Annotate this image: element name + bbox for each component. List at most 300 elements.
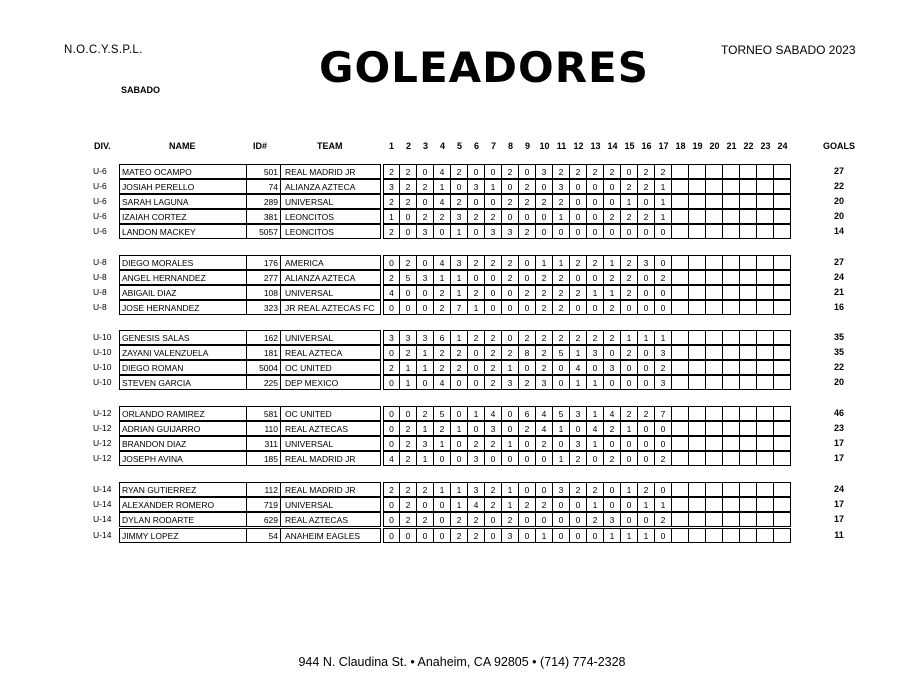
game-goals-cell	[689, 451, 706, 466]
game-goals-cell: 2	[655, 270, 672, 285]
game-goals-cell: 2	[553, 270, 570, 285]
game-goals-cell	[706, 451, 723, 466]
game-goals-cell: 0	[400, 209, 417, 224]
game-goals-cell	[757, 406, 774, 421]
game-goals-cell	[757, 224, 774, 239]
team-name-cell: UNIVERSAL	[281, 194, 381, 209]
game-goals-cell: 2	[638, 164, 655, 179]
game-goals-cell: 2	[485, 436, 502, 451]
game-goals-cell	[706, 179, 723, 194]
column-header-game: 7	[490, 141, 496, 151]
total-goals-cell: 16	[833, 302, 844, 312]
game-goals-cell: 2	[604, 330, 621, 345]
game-goals-cell: 0	[417, 300, 434, 315]
game-goals-cell: 1	[655, 179, 672, 194]
division-cell: U-12	[93, 408, 112, 418]
team-name-cell: UNIVERSAL	[281, 497, 381, 512]
game-goals-cell: 0	[502, 209, 519, 224]
game-goals-cell: 2	[502, 345, 519, 360]
game-goals-cell: 0	[400, 224, 417, 239]
game-goals-cell: 4	[434, 164, 451, 179]
column-header-game: 20	[709, 141, 720, 151]
game-goals-cell: 0	[570, 300, 587, 315]
game-goals-cell	[757, 300, 774, 315]
game-goals-cell: 0	[434, 224, 451, 239]
game-goals-cell: 2	[570, 285, 587, 300]
game-goals-cell	[706, 285, 723, 300]
game-goals-cell: 0	[553, 375, 570, 390]
game-goals-cell	[706, 406, 723, 421]
game-goals-cell: 1	[417, 421, 434, 436]
game-goals-cell: 0	[519, 255, 536, 270]
game-goals-cell: 0	[417, 375, 434, 390]
game-goals-cell: 2	[400, 345, 417, 360]
game-goals-cell: 2	[638, 406, 655, 421]
player-name-cell: ORLANDO RAMIREZ	[119, 406, 247, 421]
game-goals-cell: 0	[553, 436, 570, 451]
division-cell: U-14	[93, 514, 112, 524]
player-name-cell: DIEGO MORALES	[119, 255, 247, 270]
player-name-cell: JOSE HERNANDEZ	[119, 300, 247, 315]
game-goals-cell: 0	[519, 164, 536, 179]
game-goals-cell: 0	[604, 482, 621, 497]
player-id-cell: 176	[247, 255, 281, 270]
game-goals-cell	[706, 512, 723, 527]
game-goals-cell: 2	[434, 345, 451, 360]
game-goals-cell: 0	[604, 436, 621, 451]
game-goals-cell	[706, 375, 723, 390]
game-goals-cell: 2	[451, 164, 468, 179]
column-header-div: DIV.	[94, 141, 111, 151]
game-goals-cell: 0	[383, 255, 400, 270]
game-goals-cell: 2	[536, 436, 553, 451]
column-header-name: NAME	[169, 141, 196, 151]
team-name-cell: REAL AZTECAS	[281, 421, 381, 436]
game-goals-cell: 1	[451, 270, 468, 285]
total-goals-cell: 27	[833, 257, 844, 267]
game-goals-cell: 0	[553, 528, 570, 543]
game-goals-cell: 2	[400, 179, 417, 194]
game-goals-cell	[757, 421, 774, 436]
game-goals-cell: 0	[638, 436, 655, 451]
division-cell: U-6	[93, 226, 107, 236]
game-goals-cell: 0	[587, 209, 604, 224]
total-goals-cell: 27	[833, 166, 844, 176]
game-goals-cell	[723, 375, 740, 390]
game-goals-cell: 0	[570, 421, 587, 436]
game-goals-cell: 2	[519, 224, 536, 239]
game-goals-cell: 0	[519, 360, 536, 375]
game-goals-cell: 1	[587, 406, 604, 421]
player-id-cell: 54	[247, 528, 281, 543]
column-header-game: 9	[524, 141, 530, 151]
game-goals-cell: 4	[468, 497, 485, 512]
game-goals-cell	[672, 421, 689, 436]
team-name-cell: OC UNITED	[281, 406, 381, 421]
player-id-cell: 110	[247, 421, 281, 436]
game-goals-cell: 0	[383, 345, 400, 360]
game-goals-cell: 0	[621, 497, 638, 512]
player-name-cell: JOSEPH AVINA	[119, 451, 247, 466]
game-goals-cell: 0	[519, 270, 536, 285]
game-goals-cell	[672, 300, 689, 315]
game-goals-cell: 1	[502, 497, 519, 512]
game-goals-cell	[774, 270, 791, 285]
game-goals-cell	[757, 179, 774, 194]
game-goals-cell: 0	[655, 528, 672, 543]
game-goals-cell	[740, 330, 757, 345]
game-goals-cell	[757, 345, 774, 360]
column-header-game: 22	[743, 141, 754, 151]
game-goals-cell: 0	[485, 164, 502, 179]
game-goals-cell: 0	[587, 179, 604, 194]
game-goals-cell: 0	[468, 360, 485, 375]
player-id-cell: 311	[247, 436, 281, 451]
game-goals-cell: 2	[400, 421, 417, 436]
game-goals-cell: 0	[604, 375, 621, 390]
game-goals-cell: 0	[383, 436, 400, 451]
column-header-game: 12	[573, 141, 584, 151]
division-cell: U-8	[93, 272, 107, 282]
game-goals-cell: 1	[451, 421, 468, 436]
game-goals-cell: 2	[519, 375, 536, 390]
game-goals-cell: 3	[417, 270, 434, 285]
game-goals-cell: 0	[655, 224, 672, 239]
team-name-cell: DEP MEXICO	[281, 375, 381, 390]
game-goals-cell	[740, 451, 757, 466]
game-goals-cell: 3	[400, 330, 417, 345]
game-goals-cell	[706, 224, 723, 239]
game-goals-cell: 3	[502, 224, 519, 239]
game-goals-cell: 1	[536, 528, 553, 543]
game-goals-cell: 2	[451, 528, 468, 543]
game-goals-cell: 0	[553, 512, 570, 527]
game-goals-cell	[774, 528, 791, 543]
game-goals-cell: 2	[400, 194, 417, 209]
game-goals-cell: 0	[604, 179, 621, 194]
team-name-cell: UNIVERSAL	[281, 330, 381, 345]
game-goals-cell: 0	[553, 360, 570, 375]
game-goals-cell	[774, 164, 791, 179]
game-goals-cell	[723, 436, 740, 451]
game-goals-cell: 2	[400, 497, 417, 512]
game-goals-cell: 1	[570, 375, 587, 390]
game-goals-cell	[672, 224, 689, 239]
game-goals-cell: 0	[655, 482, 672, 497]
game-goals-cell: 1	[655, 497, 672, 512]
game-goals-cell: 2	[638, 482, 655, 497]
game-goals-cell	[757, 528, 774, 543]
total-goals-cell: 14	[833, 226, 844, 236]
game-goals-cell: 2	[485, 497, 502, 512]
game-goals-cell: 0	[655, 436, 672, 451]
player-name-cell: JIMMY LOPEZ	[119, 528, 247, 543]
game-goals-cell	[672, 360, 689, 375]
game-goals-cell: 0	[570, 270, 587, 285]
game-goals-cell: 0	[383, 300, 400, 315]
game-goals-cell: 0	[553, 497, 570, 512]
team-name-cell: AMERICA	[281, 255, 381, 270]
team-name-cell: UNIVERSAL	[281, 285, 381, 300]
game-goals-cell: 0	[519, 528, 536, 543]
game-goals-cell	[723, 451, 740, 466]
division-cell: U-10	[93, 332, 112, 342]
game-goals-cell: 2	[553, 194, 570, 209]
total-goals-cell: 35	[833, 332, 844, 342]
game-goals-cell: 0	[468, 164, 485, 179]
column-header-game: 8	[507, 141, 513, 151]
game-goals-cell	[672, 345, 689, 360]
player-id-cell: 74	[247, 179, 281, 194]
player-name-cell: ABIGAIL DIAZ	[119, 285, 247, 300]
game-goals-cell	[740, 512, 757, 527]
game-goals-cell: 2	[655, 512, 672, 527]
game-goals-cell: 0	[451, 375, 468, 390]
game-goals-cell	[723, 482, 740, 497]
player-name-cell: ANGEL HERNANDEZ	[119, 270, 247, 285]
game-goals-cell: 3	[417, 224, 434, 239]
game-goals-cell: 1	[434, 179, 451, 194]
game-goals-cell	[689, 512, 706, 527]
game-goals-cell	[723, 528, 740, 543]
team-name-cell: OC UNITED	[281, 360, 381, 375]
game-goals-cell: 0	[536, 179, 553, 194]
game-goals-cell: 1	[570, 345, 587, 360]
game-goals-cell: 1	[587, 285, 604, 300]
game-goals-cell: 2	[417, 512, 434, 527]
game-goals-cell: 1	[655, 209, 672, 224]
game-goals-cell: 2	[383, 194, 400, 209]
game-goals-cell: 2	[655, 451, 672, 466]
game-goals-cell: 4	[434, 375, 451, 390]
game-goals-cell: 2	[621, 345, 638, 360]
game-goals-cell	[774, 300, 791, 315]
game-goals-cell	[672, 436, 689, 451]
game-goals-cell: 2	[536, 360, 553, 375]
game-goals-cell: 0	[485, 300, 502, 315]
game-goals-cell	[689, 164, 706, 179]
game-goals-cell: 4	[383, 451, 400, 466]
game-goals-cell: 2	[451, 360, 468, 375]
team-name-cell: LEONCITOS	[281, 224, 381, 239]
game-goals-cell: 3	[655, 345, 672, 360]
game-goals-cell	[706, 270, 723, 285]
game-goals-cell: 4	[604, 406, 621, 421]
game-goals-cell: 0	[519, 451, 536, 466]
game-goals-cell: 1	[553, 209, 570, 224]
division-cell: U-12	[93, 423, 112, 433]
game-goals-cell: 0	[400, 285, 417, 300]
game-goals-cell: 2	[468, 436, 485, 451]
total-goals-cell: 17	[833, 514, 844, 524]
game-goals-cell: 0	[434, 512, 451, 527]
game-goals-cell: 0	[621, 451, 638, 466]
player-name-cell: ADRIAN GUIJARRO	[119, 421, 247, 436]
game-goals-cell: 3	[536, 164, 553, 179]
game-goals-cell: 0	[638, 375, 655, 390]
total-goals-cell: 24	[833, 272, 844, 282]
game-goals-cell: 0	[587, 270, 604, 285]
game-goals-cell	[706, 436, 723, 451]
game-goals-cell: 0	[451, 451, 468, 466]
column-header-game: 18	[675, 141, 686, 151]
player-id-cell: 108	[247, 285, 281, 300]
game-goals-cell	[723, 179, 740, 194]
game-goals-cell	[706, 330, 723, 345]
division-cell: U-6	[93, 211, 107, 221]
game-goals-cell: 4	[434, 194, 451, 209]
game-goals-cell: 1	[468, 300, 485, 315]
game-goals-cell: 0	[638, 270, 655, 285]
game-goals-cell	[774, 421, 791, 436]
game-goals-cell	[689, 345, 706, 360]
game-goals-cell: 3	[485, 421, 502, 436]
game-goals-cell	[723, 255, 740, 270]
game-goals-cell: 0	[383, 375, 400, 390]
game-goals-cell: 0	[587, 528, 604, 543]
game-goals-cell: 2	[621, 179, 638, 194]
column-header-game: 5	[456, 141, 462, 151]
game-goals-cell: 3	[468, 451, 485, 466]
game-goals-cell: 0	[638, 360, 655, 375]
game-goals-cell	[689, 194, 706, 209]
game-goals-cell	[672, 528, 689, 543]
game-goals-cell: 0	[621, 224, 638, 239]
game-goals-cell	[757, 270, 774, 285]
game-goals-cell: 0	[519, 436, 536, 451]
game-goals-cell: 2	[621, 285, 638, 300]
game-goals-cell: 2	[485, 345, 502, 360]
game-goals-cell: 1	[638, 330, 655, 345]
game-goals-cell	[706, 209, 723, 224]
game-goals-cell: 3	[536, 375, 553, 390]
game-goals-cell: 0	[468, 345, 485, 360]
game-goals-cell: 0	[451, 179, 468, 194]
game-goals-cell: 0	[502, 330, 519, 345]
game-goals-cell: 0	[655, 421, 672, 436]
game-goals-cell	[740, 224, 757, 239]
player-id-cell: 289	[247, 194, 281, 209]
game-goals-cell: 0	[502, 451, 519, 466]
league-name: N.O.C.Y.S.P.L.	[64, 44, 143, 56]
game-goals-cell	[740, 345, 757, 360]
game-goals-cell	[774, 375, 791, 390]
game-goals-cell	[706, 360, 723, 375]
game-goals-cell: 2	[536, 345, 553, 360]
game-goals-cell: 0	[502, 300, 519, 315]
game-goals-cell: 0	[383, 497, 400, 512]
game-goals-cell: 1	[587, 436, 604, 451]
game-goals-cell: 0	[604, 224, 621, 239]
game-goals-cell: 0	[400, 300, 417, 315]
game-goals-cell	[672, 375, 689, 390]
game-goals-cell	[723, 164, 740, 179]
game-goals-cell: 2	[400, 164, 417, 179]
game-goals-cell: 7	[655, 406, 672, 421]
total-goals-cell: 35	[833, 347, 844, 357]
game-goals-cell: 0	[383, 421, 400, 436]
footer-address: 944 N. Claudina St. • Anaheim, CA 92805 • (714) 774-2328	[298, 655, 626, 669]
column-header-game: 24	[777, 141, 788, 151]
game-goals-cell: 1	[553, 421, 570, 436]
game-goals-cell	[723, 406, 740, 421]
game-goals-cell	[723, 285, 740, 300]
game-goals-cell	[723, 360, 740, 375]
game-goals-cell: 2	[587, 482, 604, 497]
game-goals-cell: 2	[434, 421, 451, 436]
game-goals-cell: 2	[434, 285, 451, 300]
game-goals-cell: 2	[417, 209, 434, 224]
game-goals-cell: 0	[587, 451, 604, 466]
game-goals-cell: 2	[604, 164, 621, 179]
total-goals-cell: 22	[833, 181, 844, 191]
game-goals-cell: 2	[519, 179, 536, 194]
game-goals-cell	[740, 497, 757, 512]
game-goals-cell: 0	[502, 406, 519, 421]
game-goals-cell: 0	[587, 224, 604, 239]
player-id-cell: 277	[247, 270, 281, 285]
game-goals-cell: 0	[468, 270, 485, 285]
player-name-cell: IZAIAH CORTEZ	[119, 209, 247, 224]
game-goals-cell	[689, 179, 706, 194]
player-id-cell: 581	[247, 406, 281, 421]
game-goals-cell	[757, 360, 774, 375]
team-name-cell: REAL MADRID JR	[281, 451, 381, 466]
game-goals-cell	[672, 285, 689, 300]
game-goals-cell: 3	[553, 179, 570, 194]
game-goals-cell	[757, 512, 774, 527]
player-id-cell: 185	[247, 451, 281, 466]
game-goals-cell: 1	[383, 209, 400, 224]
division-cell: U-14	[93, 530, 112, 540]
game-goals-cell: 0	[502, 285, 519, 300]
column-header-game: 2	[405, 141, 411, 151]
game-goals-cell: 1	[485, 179, 502, 194]
game-goals-cell	[723, 330, 740, 345]
game-goals-cell: 3	[502, 528, 519, 543]
player-name-cell: MATEO OCAMPO	[119, 164, 247, 179]
game-goals-cell: 7	[451, 300, 468, 315]
game-goals-cell: 4	[485, 406, 502, 421]
game-goals-cell: 0	[468, 421, 485, 436]
game-goals-cell: 0	[417, 164, 434, 179]
game-goals-cell	[774, 179, 791, 194]
game-goals-cell: 0	[536, 209, 553, 224]
game-goals-cell	[757, 194, 774, 209]
game-goals-cell: 2	[468, 285, 485, 300]
game-goals-cell: 1	[604, 285, 621, 300]
game-goals-cell: 1	[621, 482, 638, 497]
game-goals-cell: 0	[536, 482, 553, 497]
total-goals-cell: 17	[833, 438, 844, 448]
total-goals-cell: 11	[834, 530, 844, 540]
game-goals-cell: 3	[417, 436, 434, 451]
game-goals-cell: 2	[570, 330, 587, 345]
game-goals-cell: 2	[536, 300, 553, 315]
player-name-cell: ALEXANDER ROMERO	[119, 497, 247, 512]
game-goals-cell	[774, 436, 791, 451]
game-goals-cell: 0	[604, 497, 621, 512]
game-goals-cell: 0	[621, 512, 638, 527]
total-goals-cell: 20	[833, 377, 844, 387]
game-goals-cell: 1	[400, 375, 417, 390]
game-goals-cell: 2	[417, 482, 434, 497]
game-goals-cell: 1	[451, 285, 468, 300]
game-goals-cell: 2	[468, 330, 485, 345]
game-goals-cell	[723, 300, 740, 315]
game-goals-cell	[774, 451, 791, 466]
game-goals-cell: 0	[519, 482, 536, 497]
